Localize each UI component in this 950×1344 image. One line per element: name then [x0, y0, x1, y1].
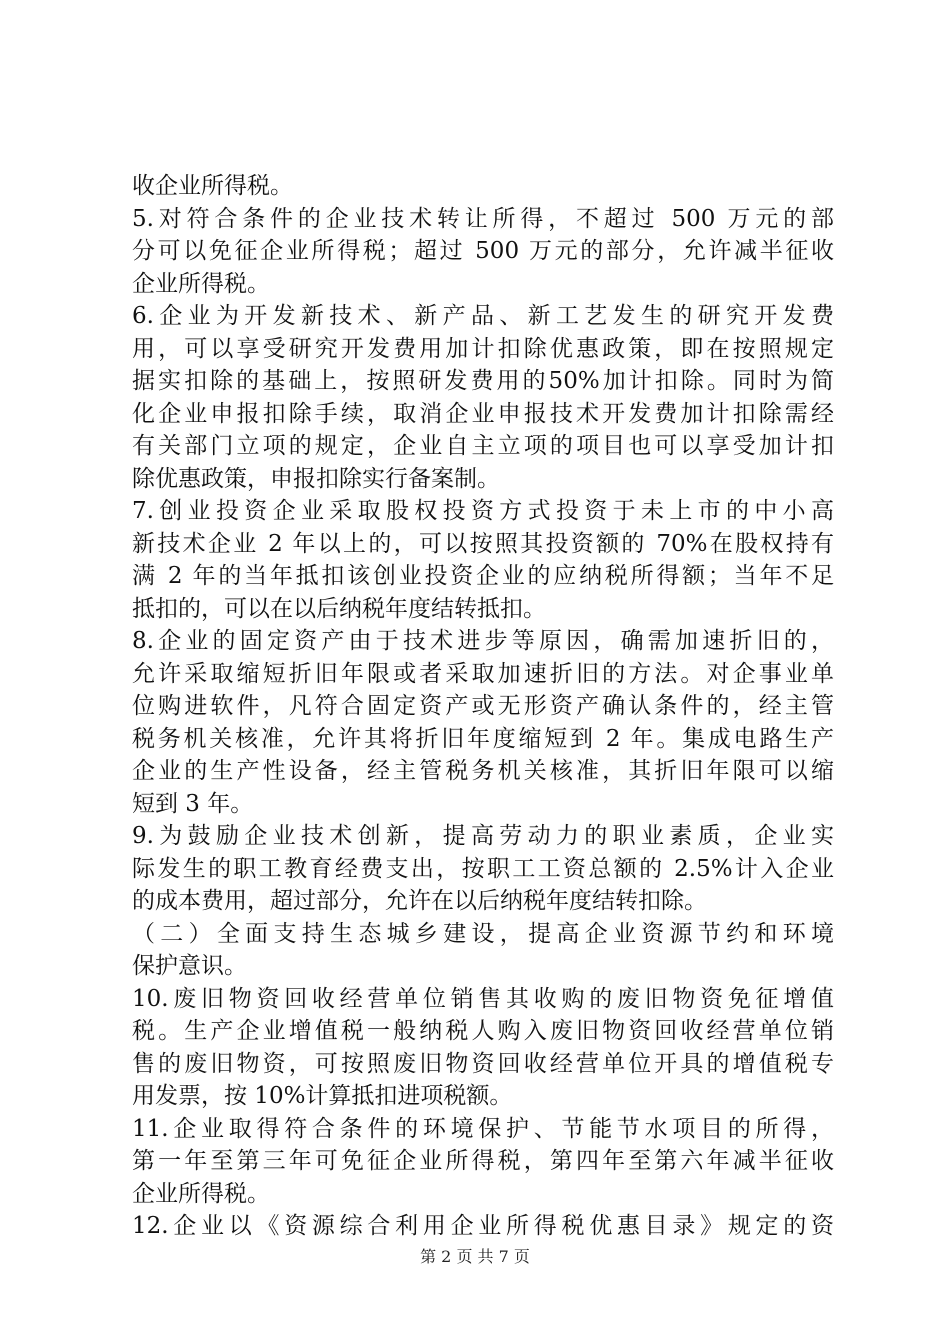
text-line: 分可以免征企业所得税；超过 500 万元的部分，允许减半征收 — [132, 238, 834, 264]
text-line: 企业的生产性设备，经主管税务机关核准，其折旧年限可以缩 — [132, 758, 834, 784]
text-line: 用，可以享受研究开发费用加计扣除优惠政策，即在按照规定 — [132, 335, 834, 362]
text-line: 有关部门立项的规定，企业自主立项的项目也可以享受加计扣 — [132, 433, 834, 459]
text-line: 10.废旧物资回收经营单位销售其收购的废旧物资免征增值 — [132, 985, 834, 1012]
text-line: 12.企业以《资源综合利用企业所得税优惠目录》规定的资 — [132, 1213, 834, 1239]
text-line: 5.对符合条件的企业技术转让所得，不超过 500 万元的部 — [132, 205, 834, 232]
text-line: 税务机关核准，允许其将折旧年度缩短到 2 年。集成电路生产 — [132, 725, 834, 752]
text-line: 除优惠政策，申报扣除实行备案制。 — [132, 465, 500, 492]
text-line: 用发票，按 10%计算抵扣进项税额。 — [132, 1083, 513, 1109]
text-line: 短到 3 年。 — [132, 790, 254, 817]
text-line: 新技术企业 2 年以上的，可以按照其投资额的 70%在股权持有 — [132, 530, 834, 557]
page-footer — [0, 1244, 950, 1267]
text-line: 化企业申报扣除手续，取消企业申报技术开发费加计扣除需经 — [132, 400, 834, 427]
text-line: 税。生产企业增值税一般纳税人购入废旧物资回收经营单位销 — [132, 1018, 834, 1044]
text-line: 允许采取缩短折旧年限或者采取加速折旧的方法。对企事业单 — [132, 660, 834, 687]
text-line: 据实扣除的基础上，按照研发费用的50%加计扣除。同时为简 — [132, 368, 834, 394]
text-line: 企业所得税。 — [132, 270, 270, 297]
text-line: 6.企业为开发新技术、新产品、新工艺发生的研究开发费 — [132, 303, 834, 329]
text-line: 8.企业的固定资产由于技术进步等原因，确需加速折旧的， — [132, 628, 834, 654]
text-line: 11.企业取得符合条件的环境保护、节能节水项目的所得， — [132, 1115, 834, 1142]
text-line: 企业所得税。 — [132, 1180, 270, 1207]
text-line: 9.为鼓励企业技术创新，提高劳动力的职业素质，企业实 — [132, 823, 834, 849]
text-line: 位购进软件，凡符合固定资产或无形资产确认条件的，经主管 — [132, 693, 834, 719]
page-number-label: 第 2 页 共 7 页 — [420, 1247, 530, 1266]
text-line: 际发生的职工教育经费支出，按职工工资总额的 2.5%计入企业 — [132, 855, 834, 882]
text-line: （二）全面支持生态城乡建设，提高企业资源节约和环境 — [132, 920, 834, 947]
text-line: 的成本费用，超过部分，允许在以后纳税年度结转扣除。 — [132, 888, 707, 914]
text-line: 收企业所得税。 — [132, 173, 293, 199]
text-line: 第一年至第三年可免征企业所得税，第四年至第六年减半征收 — [132, 1148, 834, 1174]
text-line: 售的废旧物资，可按照废旧物资回收经营单位开具的增值税专 — [132, 1050, 834, 1077]
text-line: 满 2 年的当年抵扣该创业投资企业的应纳税所得额；当年不足 — [132, 563, 834, 589]
text-line: 保护意识。 — [132, 953, 247, 979]
document-body — [132, 170, 834, 1243]
text-line: 7.创业投资企业采取股权投资方式投资于未上市的中小高 — [132, 498, 834, 524]
text-line: 抵扣的，可以在以后纳税年度结转抵扣。 — [132, 595, 546, 622]
